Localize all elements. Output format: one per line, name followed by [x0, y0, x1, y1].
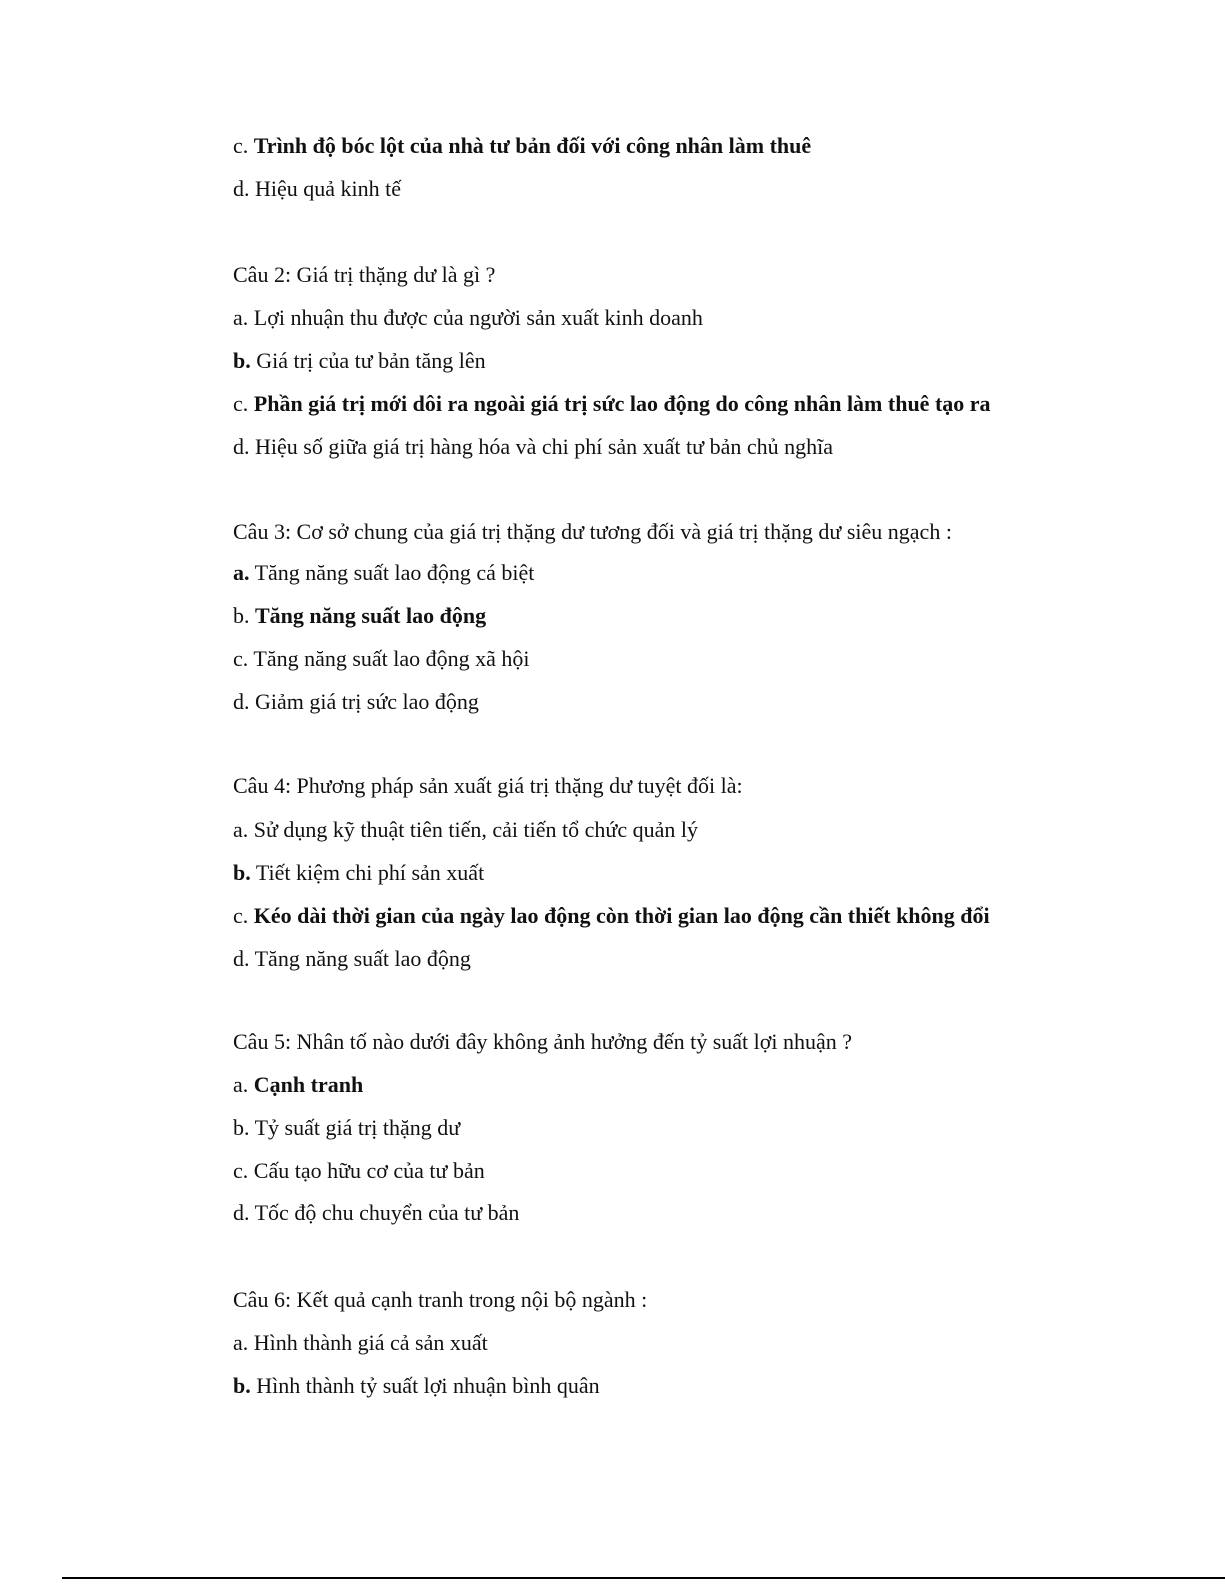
option-letter: a. — [233, 560, 250, 585]
question-line — [233, 1287, 647, 1313]
option-text: Phần giá trị mới dôi ra ngoài giá trị sức lao động do công nhân làm thuê tạo ra — [253, 391, 991, 416]
option-text: Kéo dài thời gian của ngày lao động còn thời gian lao động cần thiết không đổi — [253, 903, 990, 928]
answer-option-line — [233, 391, 991, 417]
answer-option-line — [233, 817, 698, 843]
answer-option-line — [233, 434, 833, 460]
option-letter: c. — [233, 1158, 254, 1183]
option-text: Lợi nhuận thu được của người sản xuất kinh doanh — [253, 305, 703, 330]
option-letter: d. — [233, 176, 255, 201]
answer-option-line — [233, 560, 534, 586]
option-letter: b. — [233, 348, 251, 373]
answer-option-line — [233, 1072, 363, 1098]
answer-option-line — [233, 1330, 488, 1356]
option-text: Tăng năng suất lao động xã hội — [253, 646, 530, 671]
option-letter: c. — [233, 133, 254, 158]
option-letter: c. — [233, 646, 254, 671]
answer-option-line — [233, 1115, 460, 1141]
option-text: Tăng năng suất lao động cá biệt — [249, 560, 535, 585]
answer-option-line — [233, 1373, 600, 1399]
option-text: Giảm giá trị sức lao động — [255, 689, 479, 714]
option-text: Tốc độ chu chuyển của tư bản — [254, 1200, 520, 1225]
option-text: Tăng năng suất lao động — [254, 946, 471, 971]
answer-option-line — [233, 133, 811, 159]
option-letter: a. — [233, 305, 254, 330]
answer-option-line — [233, 860, 484, 886]
option-text: Giá trị của tư bản tăng lên — [250, 348, 486, 373]
answer-option-line — [233, 646, 530, 672]
answer-option-line — [233, 1200, 519, 1226]
question-text: Câu 6: Kết quả cạnh tranh trong nội bộ ngành : — [233, 1287, 648, 1312]
option-letter: d. — [233, 946, 255, 971]
option-letter: b. — [233, 1373, 251, 1398]
question-line — [233, 1029, 852, 1055]
option-text: Hình thành giá cả sản xuất — [253, 1330, 488, 1355]
option-letter: b. — [233, 860, 251, 885]
question-text: Câu 2: Giá trị thặng dư là gì ? — [233, 262, 496, 287]
option-text: Cạnh tranh — [253, 1072, 364, 1097]
question-line — [233, 262, 495, 288]
option-text: Hiệu quả kinh tế — [255, 176, 402, 201]
option-letter: b. — [233, 1115, 255, 1140]
option-letter: d. — [233, 689, 255, 714]
option-letter: a. — [233, 1072, 254, 1097]
bottom-rule — [62, 1577, 1225, 1579]
option-letter: d. — [233, 1200, 255, 1225]
option-letter: a. — [233, 1330, 254, 1355]
answer-option-line — [233, 946, 471, 972]
option-letter: c. — [233, 391, 254, 416]
answer-option-line — [233, 176, 401, 202]
answer-option-line — [233, 903, 990, 929]
question-line — [233, 773, 743, 799]
option-text: Cấu tạo hữu cơ của tư bản — [253, 1158, 485, 1183]
option-text: Hiệu số giữa giá trị hàng hóa và chi phí sản xuất tư bản chủ nghĩa — [255, 434, 833, 459]
answer-option-line — [233, 689, 479, 715]
option-letter: b. — [233, 603, 255, 628]
option-text: Trình độ bóc lột của nhà tư bản đối với công nhân làm thuê — [253, 133, 812, 158]
option-letter: c. — [233, 903, 254, 928]
option-letter: a. — [233, 817, 254, 842]
option-letter: d. — [233, 434, 255, 459]
answer-option-line — [233, 603, 486, 629]
option-text: Tăng năng suất lao động — [255, 603, 487, 628]
option-text: Hình thành tỷ suất lợi nhuận bình quân — [250, 1373, 600, 1398]
option-text: Tỷ suất giá trị thặng dư — [254, 1115, 461, 1140]
answer-option-line — [233, 1158, 485, 1184]
question-text: Câu 3: Cơ sở chung của giá trị thặng dư tương đối và giá trị thặng dư siêu ngạch : — [233, 519, 952, 544]
question-line — [233, 519, 952, 545]
option-text: Tiết kiệm chi phí sản xuất — [250, 860, 485, 885]
option-text: Sử dụng kỹ thuật tiên tiến, cải tiến tổ chức quản lý — [253, 817, 698, 842]
question-text: Câu 5: Nhân tố nào dưới đây không ảnh hưởng đến tỷ suất lợi nhuận ? — [233, 1029, 853, 1054]
answer-option-line — [233, 348, 486, 374]
question-text: Câu 4: Phương pháp sản xuất giá trị thặng dư tuyệt đối là: — [233, 773, 743, 798]
answer-option-line — [233, 305, 703, 331]
